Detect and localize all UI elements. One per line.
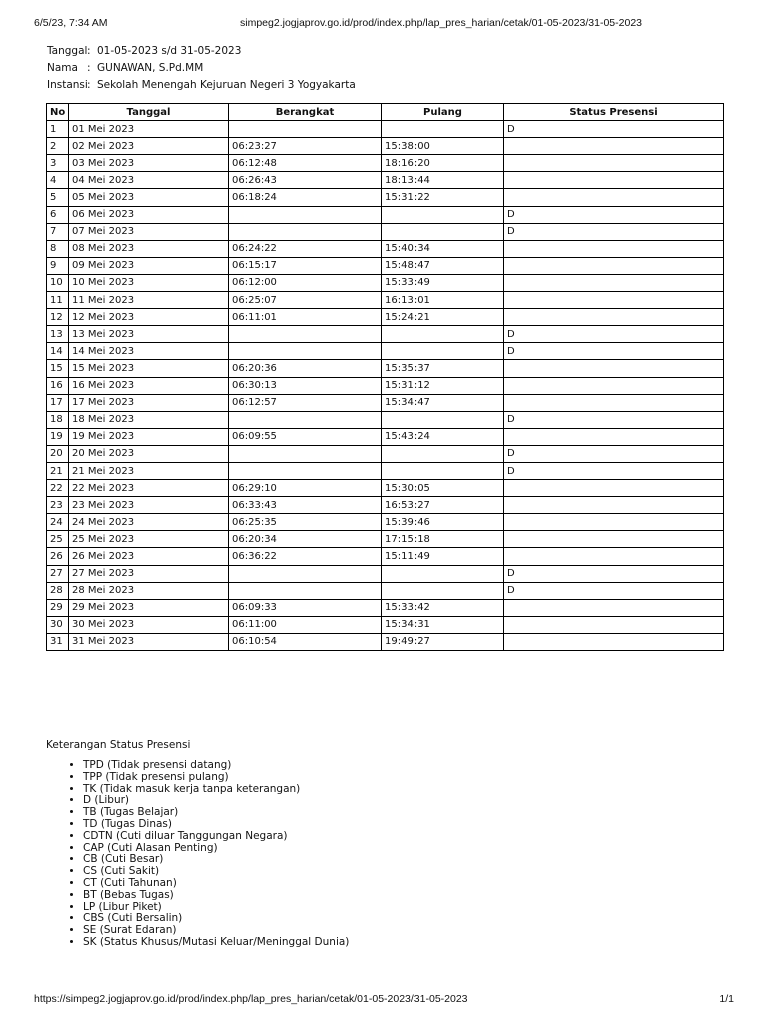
cell-status: [504, 377, 724, 394]
cell-pulang: 15:48:47: [382, 257, 504, 274]
table-row: [47, 462, 724, 479]
footer-url: https://simpeg2.jogjaprov.go.id/prod/index.php/lap_pres_harian/cetak/01-05-2023/31-05-2023: [34, 993, 468, 1005]
table-row: [47, 172, 724, 189]
cell-berangkat: [229, 411, 382, 428]
cell-tanggal: 22 Mei 2023: [69, 480, 229, 497]
cell-berangkat: [229, 445, 382, 462]
print-header: [34, 17, 734, 31]
cell-tanggal: 08 Mei 2023: [69, 240, 229, 257]
cell-no: 18: [47, 411, 69, 428]
cell-pulang: [382, 223, 504, 240]
cell-no: 11: [47, 292, 69, 309]
cell-pulang: 15:11:49: [382, 548, 504, 565]
cell-status: [504, 599, 724, 616]
cell-pulang: 16:13:01: [382, 292, 504, 309]
cell-no: 6: [47, 206, 69, 223]
cell-pulang: [382, 206, 504, 223]
cell-berangkat: [229, 343, 382, 360]
cell-tanggal: 18 Mei 2023: [69, 411, 229, 428]
cell-berangkat: 06:29:10: [229, 480, 382, 497]
meta-separator: :: [87, 62, 91, 74]
cell-tanggal: 25 Mei 2023: [69, 531, 229, 548]
cell-berangkat: 06:11:01: [229, 309, 382, 326]
table-row: [47, 309, 724, 326]
table-row: [47, 138, 724, 155]
cell-no: 25: [47, 531, 69, 548]
table-row: [47, 445, 724, 462]
meta-separator: :: [87, 45, 91, 57]
table-row: [47, 411, 724, 428]
cell-pulang: 18:16:20: [382, 155, 504, 172]
table-row: [47, 531, 724, 548]
cell-status: [504, 514, 724, 531]
legend-item: • CDTN (Cuti diluar Tanggungan Negara): [83, 831, 349, 843]
cell-berangkat: [229, 326, 382, 343]
cell-berangkat: 06:24:22: [229, 240, 382, 257]
cell-no: 12: [47, 309, 69, 326]
meta-nama-label: Nama: [47, 62, 78, 74]
cell-pulang: 15:43:24: [382, 428, 504, 445]
cell-status: [504, 531, 724, 548]
cell-pulang: 15:38:00: [382, 138, 504, 155]
cell-berangkat: 06:09:33: [229, 599, 382, 616]
header-tanggal: Tanggal: [69, 104, 229, 121]
cell-tanggal: 17 Mei 2023: [69, 394, 229, 411]
cell-berangkat: 06:25:35: [229, 514, 382, 531]
cell-berangkat: 06:18:24: [229, 189, 382, 206]
legend-item: • CBS (Cuti Bersalin): [83, 913, 349, 925]
cell-berangkat: 06:36:22: [229, 548, 382, 565]
cell-status: D: [504, 462, 724, 479]
cell-no: 9: [47, 257, 69, 274]
cell-pulang: 15:40:34: [382, 240, 504, 257]
cell-no: 30: [47, 616, 69, 633]
header-no: No: [47, 104, 69, 121]
legend-item: • LP (Libur Piket): [83, 902, 349, 914]
cell-pulang: 18:13:44: [382, 172, 504, 189]
meta-separator: :: [87, 79, 91, 91]
cell-status: [504, 274, 724, 291]
legend-item: • SK (Status Khusus/Mutasi Keluar/Meninggal Dunia): [83, 937, 349, 949]
cell-berangkat: 06:26:43: [229, 172, 382, 189]
cell-status: D: [504, 565, 724, 582]
cell-tanggal: 31 Mei 2023: [69, 633, 229, 650]
cell-status: D: [504, 343, 724, 360]
cell-pulang: 15:35:37: [382, 360, 504, 377]
cell-berangkat: [229, 121, 382, 138]
cell-tanggal: 04 Mei 2023: [69, 172, 229, 189]
cell-tanggal: 09 Mei 2023: [69, 257, 229, 274]
cell-status: [504, 172, 724, 189]
cell-pulang: 15:33:49: [382, 274, 504, 291]
cell-tanggal: 13 Mei 2023: [69, 326, 229, 343]
cell-tanggal: 05 Mei 2023: [69, 189, 229, 206]
legend-item: • TD (Tugas Dinas): [83, 819, 349, 831]
table-row: [47, 206, 724, 223]
table-row: [47, 360, 724, 377]
cell-status: D: [504, 223, 724, 240]
cell-status: [504, 360, 724, 377]
cell-status: [504, 548, 724, 565]
cell-pulang: [382, 411, 504, 428]
cell-pulang: [382, 445, 504, 462]
cell-tanggal: 27 Mei 2023: [69, 565, 229, 582]
legend-item: • BT (Bebas Tugas): [83, 890, 349, 902]
table-row: [47, 548, 724, 565]
table-row: [47, 480, 724, 497]
header-berangkat: Berangkat: [229, 104, 382, 121]
legend-item: • CS (Cuti Sakit): [83, 866, 349, 878]
table-row: [47, 292, 724, 309]
cell-status: [504, 189, 724, 206]
status-legend: [46, 739, 349, 949]
table-row: [47, 582, 724, 599]
cell-tanggal: 15 Mei 2023: [69, 360, 229, 377]
cell-no: 26: [47, 548, 69, 565]
cell-pulang: 19:49:27: [382, 633, 504, 650]
cell-no: 2: [47, 138, 69, 155]
cell-no: 5: [47, 189, 69, 206]
table-body: [47, 121, 724, 651]
cell-pulang: 15:39:46: [382, 514, 504, 531]
cell-berangkat: 06:23:27: [229, 138, 382, 155]
cell-no: 27: [47, 565, 69, 582]
cell-tanggal: 02 Mei 2023: [69, 138, 229, 155]
cell-no: 23: [47, 497, 69, 514]
cell-status: [504, 480, 724, 497]
cell-berangkat: 06:25:07: [229, 292, 382, 309]
cell-tanggal: 23 Mei 2023: [69, 497, 229, 514]
cell-pulang: 15:30:05: [382, 480, 504, 497]
cell-no: 28: [47, 582, 69, 599]
legend-item: • D (Libur): [83, 795, 349, 807]
cell-status: D: [504, 411, 724, 428]
cell-tanggal: 16 Mei 2023: [69, 377, 229, 394]
cell-no: 17: [47, 394, 69, 411]
cell-berangkat: [229, 462, 382, 479]
cell-berangkat: 06:20:34: [229, 531, 382, 548]
cell-status: [504, 616, 724, 633]
legend-item: • TPP (Tidak presensi pulang): [83, 772, 349, 784]
cell-status: D: [504, 582, 724, 599]
cell-tanggal: 30 Mei 2023: [69, 616, 229, 633]
table-row: [47, 394, 724, 411]
cell-status: [504, 292, 724, 309]
cell-status: [504, 155, 724, 172]
table-row: [47, 343, 724, 360]
table-header-row: [47, 104, 724, 121]
meta-nama-row: [47, 60, 356, 77]
cell-tanggal: 03 Mei 2023: [69, 155, 229, 172]
cell-status: D: [504, 445, 724, 462]
cell-berangkat: 06:10:54: [229, 633, 382, 650]
cell-tanggal: 01 Mei 2023: [69, 121, 229, 138]
cell-no: 7: [47, 223, 69, 240]
legend-item: • CT (Cuti Tahunan): [83, 878, 349, 890]
cell-tanggal: 06 Mei 2023: [69, 206, 229, 223]
meta-tanggal-value: 01-05-2023 s/d 31-05-2023: [97, 45, 242, 57]
legend-list: [46, 760, 349, 949]
table-row: [47, 240, 724, 257]
cell-tanggal: 19 Mei 2023: [69, 428, 229, 445]
cell-no: 1: [47, 121, 69, 138]
legend-item: • TK (Tidak masuk kerja tanpa keterangan): [83, 784, 349, 796]
cell-berangkat: 06:33:43: [229, 497, 382, 514]
cell-pulang: [382, 462, 504, 479]
meta-instansi-row: [47, 77, 356, 94]
cell-pulang: [382, 326, 504, 343]
cell-no: 4: [47, 172, 69, 189]
cell-no: 8: [47, 240, 69, 257]
meta-tanggal-label: Tanggal: [47, 45, 88, 57]
table-row: [47, 599, 724, 616]
legend-item: • TPD (Tidak presensi datang): [83, 760, 349, 772]
cell-status: [504, 309, 724, 326]
legend-title: Keterangan Status Presensi: [46, 739, 191, 751]
cell-pulang: 15:33:42: [382, 599, 504, 616]
cell-status: [504, 497, 724, 514]
table-row: [47, 616, 724, 633]
cell-berangkat: [229, 565, 382, 582]
cell-pulang: [382, 565, 504, 582]
cell-no: 15: [47, 360, 69, 377]
cell-berangkat: 06:09:55: [229, 428, 382, 445]
cell-tanggal: 10 Mei 2023: [69, 274, 229, 291]
cell-status: [504, 138, 724, 155]
table-row: [47, 223, 724, 240]
table-row: [47, 565, 724, 582]
cell-berangkat: 06:12:48: [229, 155, 382, 172]
cell-pulang: [382, 582, 504, 599]
meta-instansi-value: Sekolah Menengah Kejuruan Negeri 3 Yogyakarta: [97, 79, 356, 91]
meta-nama-value: GUNAWAN, S.Pd.MM: [97, 62, 204, 74]
cell-no: 13: [47, 326, 69, 343]
header-pulang: Pulang: [382, 104, 504, 121]
legend-item: • TB (Tugas Belajar): [83, 807, 349, 819]
table-row: [47, 121, 724, 138]
cell-tanggal: 26 Mei 2023: [69, 548, 229, 565]
cell-no: 20: [47, 445, 69, 462]
table-row: [47, 257, 724, 274]
cell-tanggal: 28 Mei 2023: [69, 582, 229, 599]
cell-no: 24: [47, 514, 69, 531]
cell-no: 31: [47, 633, 69, 650]
cell-pulang: 15:24:21: [382, 309, 504, 326]
print-url: simpeg2.jogjaprov.go.id/prod/index.php/lap_pres_harian/cetak/01-05-2023/31-05-2023: [240, 17, 642, 29]
attendance-table: [46, 103, 724, 651]
legend-item: • CAP (Cuti Alasan Penting): [83, 843, 349, 855]
cell-pulang: 15:34:47: [382, 394, 504, 411]
cell-tanggal: 07 Mei 2023: [69, 223, 229, 240]
cell-pulang: 15:31:12: [382, 377, 504, 394]
cell-no: 22: [47, 480, 69, 497]
cell-no: 3: [47, 155, 69, 172]
cell-status: D: [504, 206, 724, 223]
cell-pulang: [382, 121, 504, 138]
table-row: [47, 514, 724, 531]
legend-item: • CB (Cuti Besar): [83, 854, 349, 866]
cell-status: [504, 240, 724, 257]
cell-tanggal: 12 Mei 2023: [69, 309, 229, 326]
cell-tanggal: 11 Mei 2023: [69, 292, 229, 309]
cell-no: 14: [47, 343, 69, 360]
cell-status: [504, 633, 724, 650]
cell-berangkat: [229, 582, 382, 599]
cell-berangkat: 06:11:00: [229, 616, 382, 633]
report-meta: [47, 43, 356, 94]
cell-no: 21: [47, 462, 69, 479]
cell-status: [504, 394, 724, 411]
cell-berangkat: 06:12:57: [229, 394, 382, 411]
cell-status: [504, 257, 724, 274]
table-row: [47, 274, 724, 291]
cell-berangkat: 06:30:13: [229, 377, 382, 394]
cell-no: 16: [47, 377, 69, 394]
cell-berangkat: 06:20:36: [229, 360, 382, 377]
cell-tanggal: 29 Mei 2023: [69, 599, 229, 616]
cell-pulang: 15:34:31: [382, 616, 504, 633]
cell-tanggal: 14 Mei 2023: [69, 343, 229, 360]
table-row: [47, 633, 724, 650]
meta-tanggal-row: [47, 43, 356, 60]
table-row: [47, 377, 724, 394]
cell-pulang: 15:31:22: [382, 189, 504, 206]
cell-status: D: [504, 326, 724, 343]
cell-pulang: 17:15:18: [382, 531, 504, 548]
table-row: [47, 155, 724, 172]
table-row: [47, 428, 724, 445]
cell-pulang: [382, 343, 504, 360]
cell-status: D: [504, 121, 724, 138]
header-status-presensi: Status Presensi: [504, 104, 724, 121]
cell-no: 29: [47, 599, 69, 616]
table-row: [47, 497, 724, 514]
meta-instansi-label: Instansi: [47, 79, 88, 91]
cell-tanggal: 24 Mei 2023: [69, 514, 229, 531]
legend-item: • SE (Surat Edaran): [83, 925, 349, 937]
cell-pulang: 16:53:27: [382, 497, 504, 514]
cell-no: 19: [47, 428, 69, 445]
cell-tanggal: 21 Mei 2023: [69, 462, 229, 479]
cell-berangkat: [229, 206, 382, 223]
cell-berangkat: 06:15:17: [229, 257, 382, 274]
page-number: 1/1: [719, 993, 734, 1005]
cell-status: [504, 428, 724, 445]
table-row: [47, 189, 724, 206]
cell-berangkat: [229, 223, 382, 240]
cell-berangkat: 06:12:00: [229, 274, 382, 291]
cell-no: 10: [47, 274, 69, 291]
table-row: [47, 326, 724, 343]
print-datetime: 6/5/23, 7:34 AM: [34, 17, 108, 29]
cell-tanggal: 20 Mei 2023: [69, 445, 229, 462]
